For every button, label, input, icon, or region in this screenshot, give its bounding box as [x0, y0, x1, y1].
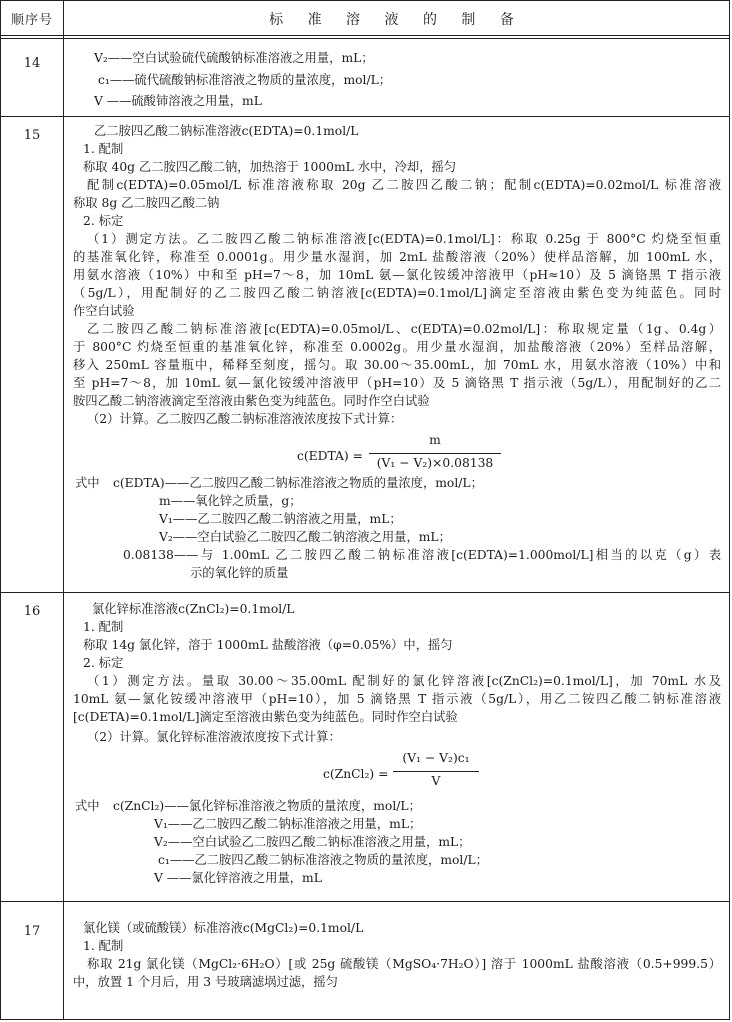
- formula-edta-denominator: (V₁ − V₂)×0.08138: [376, 456, 494, 470]
- row-15-number: 15: [23, 128, 41, 143]
- row-17-title: 氯化镁（或硫酸镁）标准溶液c(MgCl₂)=0.1mol/L: [83, 921, 364, 935]
- row-15-text: （1）测定方法。乙二胺四乙酸二钠标准溶液[c(EDTA)=0.1mol/L]：称取 0.25g 于 800°C 灼烧至恒重: [87, 232, 721, 246]
- row-16-title: 氯化锌标准溶液c(ZnCl₂)=0.1mol/L: [92, 602, 295, 616]
- column-divider: [63, 1, 64, 1019]
- row-16-number: 16: [23, 604, 41, 619]
- header-sequence-number: 顺序号: [10, 13, 53, 28]
- row-15-text: 于 800°C 灼烧至恒重的基准氧化锌，称准至 0.0002g。用少量水湿润，加盐酸溶液（20%）至样品溶解，: [73, 340, 721, 354]
- row-14-line: c₁——硫代硫酸钠标准溶液之物质的量浓度，mol/L；: [98, 73, 392, 87]
- variable-definition: c₁——乙二胺四乙酸二钠标准溶液之物质的量浓度，mol/L；: [158, 853, 488, 867]
- formula-edta-fraction-bar: [369, 453, 501, 454]
- row-16-calc-heading: （2）计算。氯化锌标准溶液浓度按下式计算：: [87, 730, 341, 744]
- row-15-text: 作空白试验: [73, 304, 135, 318]
- row-15-calc-heading: （2）计算。乙二胺四乙酸二钠标准溶液浓度按下式计算：: [87, 412, 403, 426]
- row-14-line: V₂——空白试验硫代硫酸钠标准溶液之用量，mL；: [94, 51, 374, 65]
- row-16-text: 称取 14g 氯化锌，溶于 1000mL 盐酸溶液（φ=0.05%）中，摇匀: [83, 638, 453, 652]
- variable-definition: V₂——空白试验乙二胺四乙酸二钠溶液之用量，mL；: [159, 530, 451, 544]
- row-14-number: 14: [23, 56, 41, 71]
- variable-definition: V ——氯化锌溶液之用量，mL: [154, 871, 322, 885]
- row-border: [1, 116, 729, 117]
- header-title: 标 准 溶 液 的 制 备: [269, 12, 524, 28]
- row-15-section-prepare: 1. 配制: [83, 142, 124, 156]
- row-15-text: 的基准氧化锌，称准至 0.0001g。用少量水湿润，加 2mL 盐酸溶液（20%）使样品溶解，加 100mL 水，: [73, 250, 721, 264]
- row-15-title: 乙二胺四乙酸二钠标准溶液c(EDTA)=0.1mol/L: [94, 124, 359, 138]
- formula-zncl2-numerator: (V₁ − V₂)c₁: [402, 751, 470, 765]
- row-15-text: （5g/L），用配制好的乙二胺四乙酸二钠溶液[c(EDTA)=0.1mol/L]滴定至溶液由紫色变为纯蓝色。同时: [73, 286, 721, 300]
- row-15-text: 称取 8g 乙二胺四乙酸二钠: [73, 196, 220, 210]
- formula-zncl2-fraction-bar: [393, 771, 479, 772]
- formula-where-label: 式中: [75, 476, 100, 490]
- header-row-border-double: [1, 38, 729, 39]
- formula-edta-lhs: c(EDTA) =: [297, 449, 363, 463]
- formula-where-label: 式中: [75, 799, 100, 813]
- row-15-text: 胺四乙酸二钠溶液滴定至溶液由紫色变为纯蓝色。同时作空白试验: [73, 394, 430, 408]
- row-17-text: 中，放置 1 个月后，用 3 号玻璃滤埚过滤，摇匀: [73, 975, 338, 989]
- header-row-border: [1, 35, 729, 36]
- row-16-text: （1）测定方法。量取 30.00～35.00mL 配制好的氯化锌溶液[c(ZnCl₂)=0.1mol/L]，加 70mL 水及: [87, 674, 721, 688]
- row-16-section-standardize: 2. 标定: [83, 656, 124, 670]
- row-15-text: 称取 40g 乙二胺四乙酸二钠，加热溶于 1000mL 水中，冷却，摇匀: [83, 160, 457, 174]
- row-15-section-standardize: 2. 标定: [83, 214, 124, 228]
- variable-definition: c(EDTA)——乙二胺四乙酸二钠标准溶液之物质的量浓度，mol/L；: [113, 476, 483, 490]
- row-16-text: [c(DETA)=0.1mol/L]滴定至溶液由紫色变为纯蓝色。同时作空白试验: [73, 710, 458, 724]
- variable-definition: 0.08138——与 1.00mL 乙二胺四乙酸二钠标准溶液[c(EDTA)=1.000mol/L]相当的以克（g）表: [123, 548, 721, 562]
- row-17-number: 17: [23, 924, 41, 939]
- formula-edta-numerator: m: [429, 433, 441, 447]
- row-15-text: 移入 250mL 容量瓶中，稀释至刻度，摇匀。取 30.00～35.00mL，加 70mL 水，用氨水溶液（10%）中和: [73, 358, 721, 372]
- formula-zncl2-denominator: V: [431, 774, 441, 788]
- variable-definition: V₂——空白试验乙二胺四乙酸二钠标准溶液之用量，mL；: [154, 835, 471, 849]
- row-16-text: 10mL 氨—氯化铵缓冲溶液甲（pH=10），加 5 滴铬黑 T 指示液（5g/L），用乙二铵四乙酸二钠标准溶液: [73, 692, 721, 706]
- variable-definition: c(ZnCl₂)——氯化锌标准溶液之物质的量浓度，mol/L；: [113, 799, 421, 813]
- variable-definition: V₁——乙二胺四乙酸二钠标准溶液之用量，mL；: [154, 817, 422, 831]
- row-15-text: 用氨水溶液（10%）中和至 pH=7～8，加 10mL 氨—氯化铵缓冲溶液甲（pH≈10）及 5 滴铬黑 T 指示液: [73, 268, 721, 282]
- row-16-section-prepare: 1. 配制: [83, 620, 124, 634]
- variable-definition: V₁——乙二胺四乙酸二钠溶液之用量，mL；: [159, 512, 402, 526]
- variable-definition: m——氧化锌之质量，g；: [159, 494, 302, 508]
- row-17-section-prepare: 1. 配制: [83, 939, 124, 953]
- row-14-line: V ——硫酸铈溶液之用量，mL: [94, 94, 262, 108]
- formula-zncl2-lhs: c(ZnCl₂) =: [323, 767, 389, 781]
- row-15-text: 至 pH=7～8，加 10mL 氨—氯化铵缓冲溶液甲（pH=10）及 5 滴铬黑 T 指示液（5g/L），用配制好的乙二: [73, 376, 721, 390]
- row-17-text: 称取 21g 氯化镁（MgCl₂·6H₂O）[或 25g 硫酸镁（MgSO₄·7H₂O）] 溶于 1000mL 盐酸溶液（0.5+999.5）: [87, 957, 721, 971]
- row-border: [1, 901, 729, 902]
- row-border: [1, 592, 729, 593]
- variable-definition: 示的氧化锌的质量: [190, 566, 289, 580]
- row-15-text: 乙二胺四乙酸二钠标准溶液[c(EDTA)=0.05mol/L、c(EDTA)=0.02mol/L]：称取规定量（1g、0.4g）: [87, 322, 721, 336]
- row-15-text: 配制c(EDTA)=0.05mol/L 标准溶液称取 20g 乙二胺四乙酸二钠；配制c(EDTA)=0.02mol/L 标准溶液: [87, 178, 721, 192]
